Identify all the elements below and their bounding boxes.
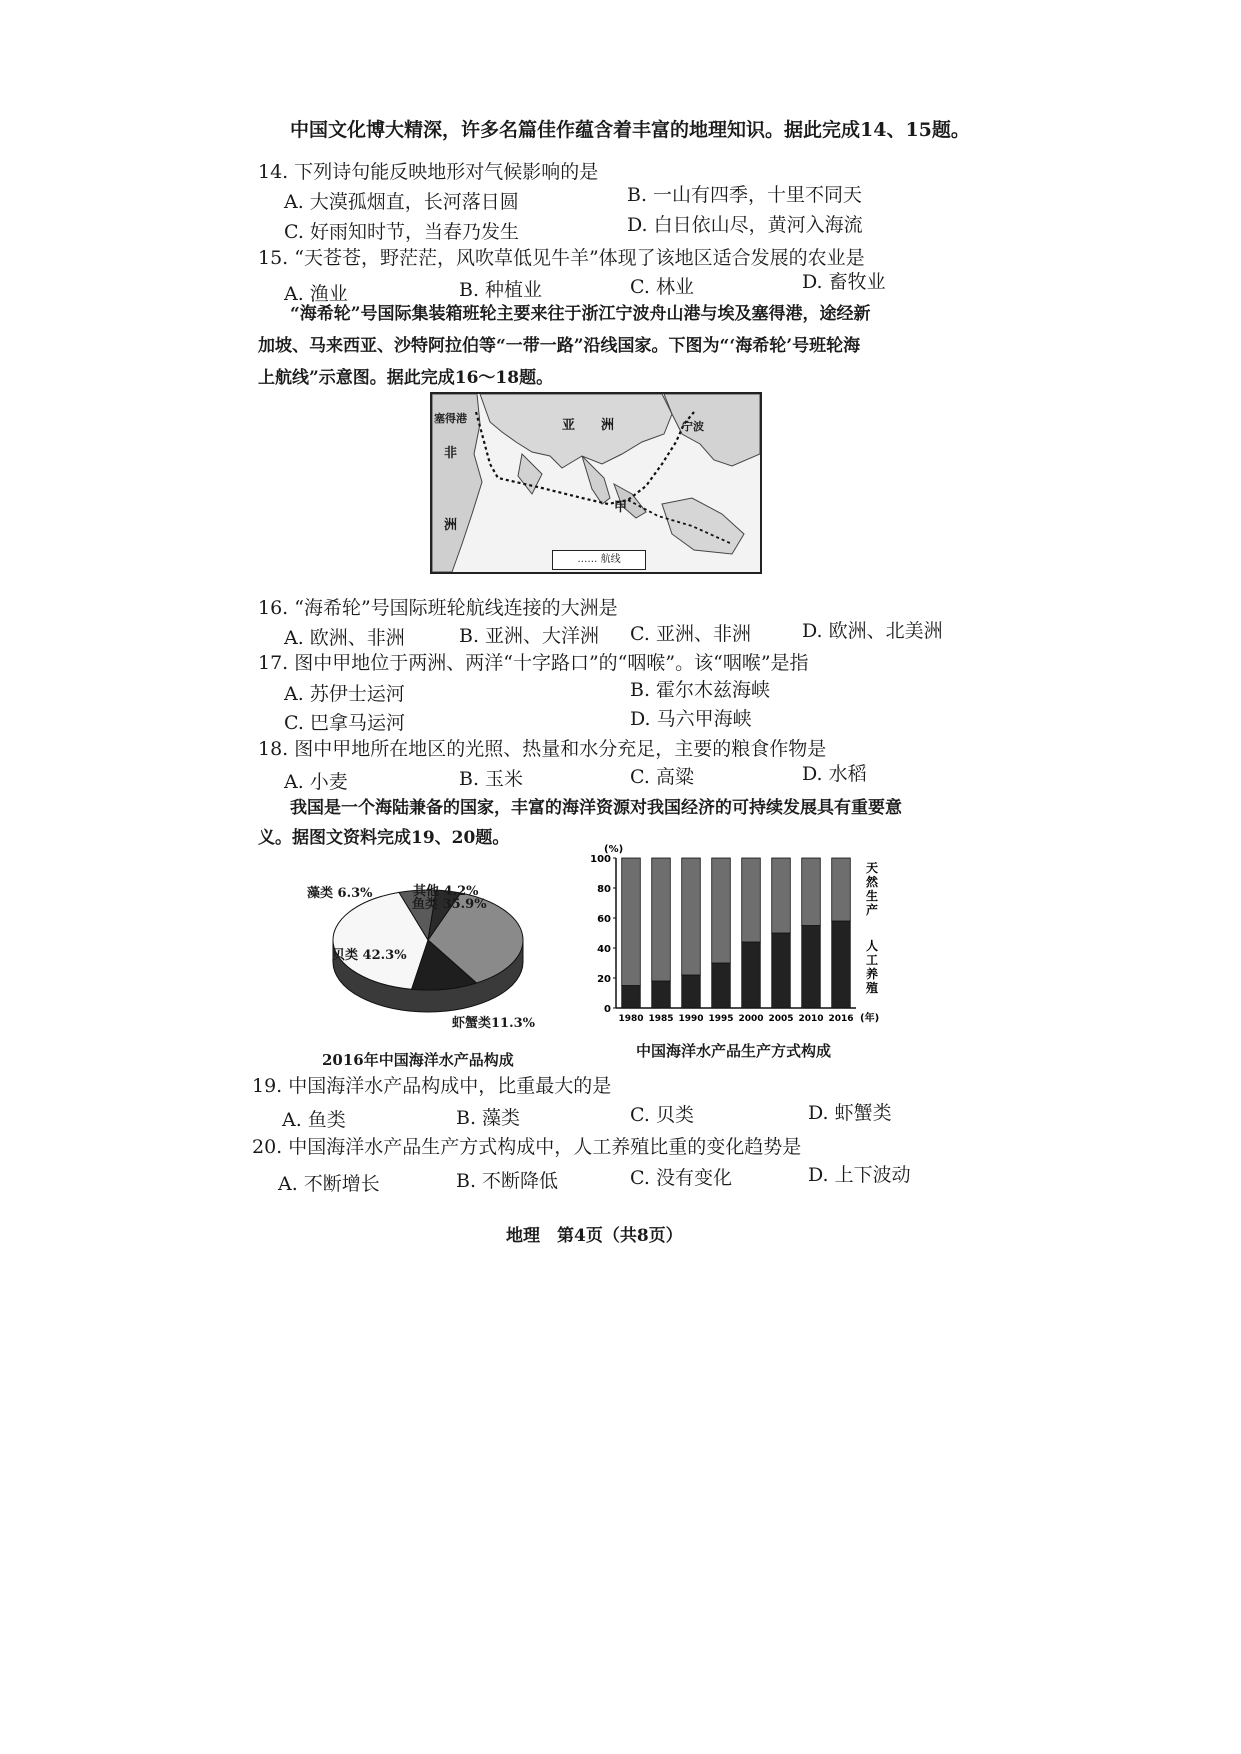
y-tick-label: 60: [597, 914, 611, 925]
question-18-option-d: D. 水稻: [802, 763, 867, 785]
pie-label-algae: 藻类 6.3%: [307, 886, 373, 901]
question-19-stem: 19. 中国海洋水产品构成中，比重最大的是: [252, 1075, 612, 1097]
question-15-option-d: D. 畜牧业: [802, 271, 886, 293]
map-label-ningbo: 宁波: [682, 420, 704, 433]
legend-farmed: 殖: [866, 981, 879, 995]
bar-1995-farmed: [712, 963, 731, 1008]
pie-label-other: 其他 4.2%: [413, 884, 479, 899]
x-tick-label: 2010: [798, 1014, 824, 1024]
y-axis-unit: (%): [604, 844, 624, 855]
question-18-option-a: A. 小麦: [284, 771, 348, 793]
bar-2000-farmed: [742, 942, 761, 1008]
intro-16-18-line1: “海希轮”号国际集装箱班轮主要来往于浙江宁波舟山港与埃及塞得港，途经新: [290, 304, 871, 324]
question-14-option-b: B. 一山有四季，十里不同天: [627, 184, 863, 206]
x-tick-label: 1985: [648, 1014, 674, 1024]
legend-farmed: 人: [866, 939, 879, 953]
y-tick-label: 80: [597, 884, 611, 895]
question-18-stem: 18. 图中甲地所在地区的光照、热量和水分充足，主要的粮食作物是: [258, 738, 827, 760]
x-axis-unit: (年): [860, 1013, 880, 1024]
question-20-option-a: A. 不断增长: [278, 1173, 380, 1195]
bar-2000-wild: [742, 858, 761, 942]
question-14-option-a: A. 大漠孤烟直，长河落日圆: [284, 191, 519, 213]
pie-label-shellfish: 贝类 42.3%: [332, 948, 407, 963]
question-17-stem: 17. 图中甲地位于两洲、两洋“十字路口”的“咽喉”。该“咽喉”是指: [258, 652, 809, 674]
question-20-option-c: C. 没有变化: [630, 1167, 732, 1189]
map-legend: …… 航线: [552, 550, 646, 570]
question-16-stem: 16. “海希轮”号国际班轮航线连接的大洲是: [258, 597, 618, 619]
bar-2016-farmed: [832, 921, 851, 1008]
bar-2010-wild: [802, 858, 821, 926]
question-15-stem: 15. “天苍苍，野茫茫，风吹草低见牛羊”体现了该地区适合发展的农业是: [258, 247, 865, 269]
question-17-option-c: C. 巴拿马运河: [284, 712, 405, 734]
map-label-jia: 甲: [614, 500, 628, 515]
legend-farmed: 工: [866, 953, 879, 967]
intro-16-18-line3: 上航线”示意图。据此完成16～18题。: [258, 368, 554, 388]
question-14-option-d: D. 白日依山尽，黄河入海流: [627, 214, 863, 236]
question-15-option-a: A. 渔业: [284, 283, 348, 305]
y-tick-label: 40: [597, 944, 611, 955]
page-footer: 地理 第4页（共8页）: [506, 1226, 683, 1246]
map-label-asia: 亚 洲: [562, 418, 615, 433]
intro-19-20-line2: 义。据图文资料完成19、20题。: [258, 828, 510, 848]
question-19-option-a: A. 鱼类: [282, 1109, 346, 1131]
intro-14-15: 中国文化博大精深，许多名篇佳作蕴含着丰富的地理知识。据此完成14、15题。: [290, 119, 970, 141]
legend-wild: 然: [866, 875, 879, 889]
question-20-option-d: D. 上下波动: [808, 1164, 911, 1186]
bar-1990-farmed: [682, 975, 701, 1008]
intro-16-18-line2: 加坡、马来西亚、沙特阿拉伯等“一带一路”沿线国家。下图为“‘海希轮’号班轮海: [258, 336, 861, 356]
bar-chart: [580, 840, 920, 1040]
pie-label-fish: 鱼类 35.9%: [412, 897, 487, 912]
x-tick-label: 2005: [768, 1014, 794, 1024]
x-tick-label: 1990: [678, 1014, 704, 1024]
bar-1995-wild: [712, 858, 731, 963]
map-label-africa-1: 非: [444, 446, 458, 461]
pie-chart-title: 2016年中国海洋水产品构成: [322, 1051, 514, 1069]
bar-2010-farmed: [802, 926, 821, 1009]
question-14-stem: 14. 下列诗句能反映地形对气候影响的是: [258, 161, 599, 183]
map-label-africa-2: 洲: [444, 518, 458, 533]
x-tick-label: 1980: [618, 1014, 644, 1024]
intro-19-20-line1: 我国是一个海陆兼备的国家，丰富的海洋资源对我国经济的可持续发展具有重要意: [290, 798, 902, 818]
question-18-option-c: C. 高粱: [630, 766, 694, 788]
legend-wild: 生: [866, 889, 879, 903]
question-18-option-b: B. 玉米: [459, 768, 524, 790]
pie-label-shrimp-crab: 虾蟹类11.3%: [452, 1016, 536, 1031]
bar-chart-plot: [590, 844, 879, 1024]
shipping-route-map: [430, 392, 762, 574]
x-tick-label: 1995: [708, 1014, 734, 1024]
y-tick-label: 20: [597, 974, 611, 985]
question-20-stem: 20. 中国海洋水产品生产方式构成中，人工养殖比重的变化趋势是: [252, 1136, 802, 1158]
y-tick-label: 100: [590, 854, 611, 865]
bar-2005-wild: [772, 858, 791, 933]
question-15-option-b: B. 种植业: [459, 279, 543, 301]
map-label-port-said: 塞得港: [434, 412, 467, 425]
question-16-option-b: B. 亚洲、大洋洲: [459, 625, 600, 647]
question-17-option-b: B. 霍尔木兹海峡: [630, 679, 771, 701]
question-19-option-d: D. 虾蟹类: [808, 1102, 892, 1124]
x-tick-label: 2000: [738, 1014, 764, 1024]
bar-1990-wild: [682, 858, 701, 975]
legend-farmed: 养: [866, 967, 879, 981]
question-17-option-d: D. 马六甲海峡: [630, 708, 752, 730]
bar-1980-wild: [622, 858, 641, 986]
x-tick-label: 2016: [828, 1014, 854, 1024]
question-17-option-a: A. 苏伊士运河: [284, 683, 405, 705]
question-19-option-b: B. 藻类: [456, 1107, 521, 1129]
bar-1980-farmed: [622, 986, 641, 1009]
bar-1985-farmed: [652, 981, 671, 1008]
question-14-option-c: C. 好雨知时节，当春乃发生: [284, 221, 519, 243]
y-tick-label: 0: [604, 1004, 611, 1015]
bar-2016-wild: [832, 858, 851, 921]
bar-2005-farmed: [772, 933, 791, 1008]
question-19-option-c: C. 贝类: [630, 1104, 694, 1126]
question-16-option-a: A. 欧洲、非洲: [284, 627, 405, 649]
bar-chart-title: 中国海洋水产品生产方式构成: [636, 1042, 832, 1060]
bar-1985-wild: [652, 858, 671, 981]
legend-wild: 产: [866, 903, 879, 917]
question-16-option-c: C. 亚洲、非洲: [630, 623, 751, 645]
question-20-option-b: B. 不断降低: [456, 1170, 559, 1192]
legend-wild: 天: [866, 861, 879, 875]
question-15-option-c: C. 林业: [630, 276, 694, 298]
question-16-option-d: D. 欧洲、北美洲: [802, 620, 943, 642]
